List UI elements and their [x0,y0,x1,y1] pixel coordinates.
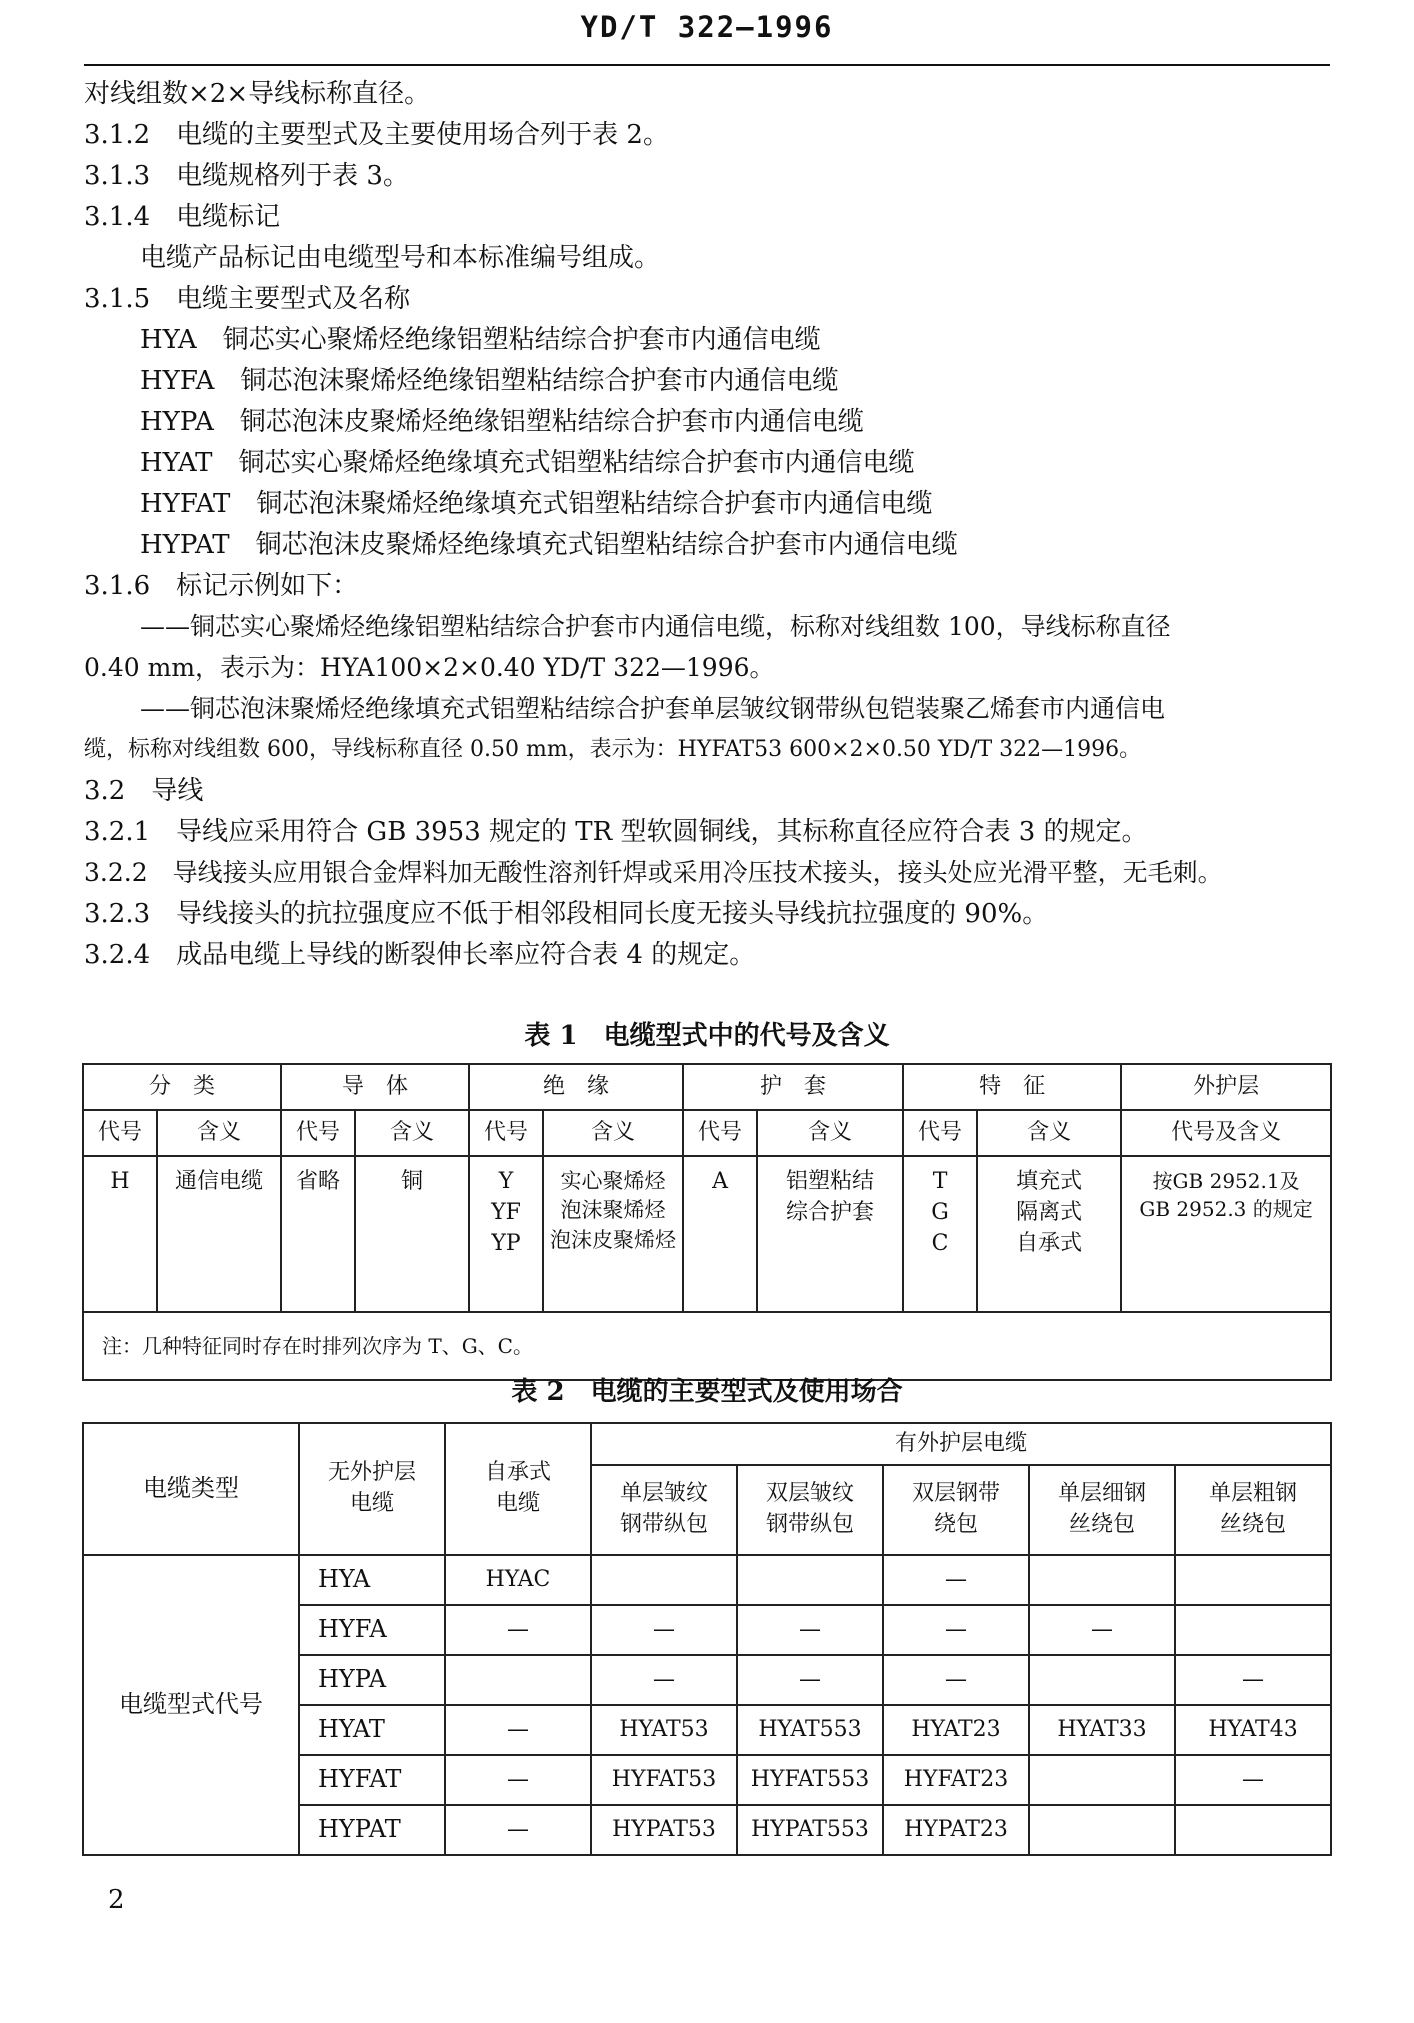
table1-insulation-codes: Y YF YP [469,1156,543,1312]
table1-subheader-meaning: 含义 [977,1110,1121,1156]
table1-code-meanings [82,1063,1332,1381]
table2-cable-types [82,1422,1332,1856]
table-cell: — [883,1555,1029,1605]
table-cell: HYFA [299,1605,445,1655]
table1-subheader-meaning: 含义 [157,1110,281,1156]
clause-3-1-6: 3.1.6 标记示例如下： [84,571,359,601]
table-cell: — [445,1705,591,1755]
page-number: 2 [108,1885,125,1915]
table1-note: 注：几种特征同时存在时排列次序为 T、G、C。 [83,1312,1331,1380]
table-cell: HYAT23 [883,1705,1029,1755]
table-cell: HYAC [445,1555,591,1605]
table1-group-conductor: 导 体 [281,1064,469,1110]
table-cell [1175,1555,1331,1605]
clause-3-1-3: 3.1.3 电缆规格列于表 3。 [84,161,409,191]
table2-header-row-1 [83,1423,1331,1465]
table-cell [1175,1805,1331,1855]
table1-conductor-meaning: 铜 [355,1156,469,1312]
table2-caption: 表 2 电缆的主要型式及使用场合 [511,1377,903,1407]
table1-feature-meanings: 填充式 隔离式 自承式 [977,1156,1121,1312]
table-cell: HYPAT23 [883,1805,1029,1855]
table1-group-insulation: 绝 缘 [469,1064,683,1110]
table-cell: HYFAT53 [591,1755,737,1805]
table2-header-cable-type: 电缆类型 [83,1423,299,1555]
table-cell: — [591,1655,737,1705]
table-cell [1029,1555,1175,1605]
table1-body-row [83,1156,1331,1312]
table-cell: HYAT43 [1175,1705,1331,1755]
table1-class-meaning: 通信电缆 [157,1156,281,1312]
table-cell: HYAT553 [737,1705,883,1755]
table-cell: — [1175,1755,1331,1805]
clause-3-2-1: 3.2.1 导线应采用符合 GB 3953 规定的 TR 型软圆铜线，其标称直径应符合表 3 的规定。 [84,817,1148,847]
table1-subheader-meaning: 含义 [355,1110,469,1156]
clause-3-2: 3.2 导线 [84,776,204,806]
table1-subheader-outer: 代号及含义 [1121,1110,1331,1156]
table-cell: HYAT [299,1705,445,1755]
clause-3-2-3: 3.2.3 导线接头的抗拉强度应不低于相邻段相同长度无接头导线抗拉强度的 90%。 [84,899,1049,929]
document-code-header: YD/T 322—1996 [580,10,834,44]
table1-note-row [83,1312,1331,1380]
table-cell: — [445,1605,591,1655]
table1-subheader-meaning: 含义 [543,1110,683,1156]
table2-header-no-outer: 无外护层 电缆 [299,1423,445,1555]
table2-subheader-double-corrugated: 双层皱纹 钢带纵包 [737,1465,883,1555]
table1-group-outer: 外护层 [1121,1064,1331,1110]
table-cell: HYFAT [299,1755,445,1805]
table-cell: HYFAT553 [737,1755,883,1805]
table1-group-feature: 特 征 [903,1064,1121,1110]
table2-subheader-double-steel-tape: 双层钢带 绕包 [883,1465,1029,1555]
table-cell [1029,1755,1175,1805]
table1-conductor-code: 省略 [281,1156,355,1312]
table-cell: — [1029,1605,1175,1655]
table-cell: — [883,1655,1029,1705]
table-cell: HYPAT [299,1805,445,1855]
table1-subheader-code: 代号 [281,1110,355,1156]
table1-insulation-meanings: 实心聚烯烃 泡沫聚烯烃 泡沫皮聚烯烃 [543,1156,683,1312]
example-1-line-1: ——铜芯实心聚烯烃绝缘铝塑粘结综合护套市内通信电缆，标称对线组数 100，导线标称直径 [140,612,1171,641]
example-2-line-1: ——铜芯泡沫聚烯烃绝缘填充式铝塑粘结综合护套单层皱纹钢带纵包铠装聚乙烯套市内通信电 [140,694,1166,723]
table1-subheader-code: 代号 [683,1110,757,1156]
table2-row-label: 电缆型式代号 [83,1555,299,1855]
example-1-line-2: 0.40 mm，表示为：HYA100×2×0.40 YD/T 322—1996。 [84,653,775,682]
table-cell [1175,1605,1331,1655]
model-line-hyat: HYAT 铜芯实心聚烯烃绝缘填充式铝塑粘结综合护套市内通信电缆 [140,448,915,478]
table1-feature-codes: T G C [903,1156,977,1312]
clause-3-1-4-body: 电缆产品标记由电缆型号和本标准编号组成。 [140,243,661,273]
table-cell [737,1555,883,1605]
model-line-hypa: HYPA 铜芯泡沫皮聚烯烃绝缘铝塑粘结综合护套市内通信电缆 [140,407,864,437]
table1-subheader-code: 代号 [469,1110,543,1156]
table1-group-header-row [83,1064,1331,1110]
clause-3-1-2: 3.1.2 电缆的主要型式及主要使用场合列于表 2。 [84,120,669,150]
table1-subheader-meaning: 含义 [757,1110,903,1156]
table1-sub-header-row [83,1110,1331,1156]
example-2-line-2: 缆，标称对线组数 600，导线标称直径 0.50 mm，表示为：HYFAT53 600×2×0.50 YD/T 322—1996。 [84,737,1142,762]
table-cell: — [445,1755,591,1805]
table2-subheader-single-corrugated: 单层皱纹 钢带纵包 [591,1465,737,1555]
table1-group-classification: 分 类 [83,1064,281,1110]
clause-3-1-4: 3.1.4 电缆标记 [84,202,281,232]
table-cell: HYAT53 [591,1705,737,1755]
table-cell: HYAT33 [1029,1705,1175,1755]
table-cell: — [883,1605,1029,1655]
table1-class-code: H [83,1156,157,1312]
table2-subheader-fine-wire: 单层细钢 丝绕包 [1029,1465,1175,1555]
table-cell [1029,1805,1175,1855]
table-cell: — [737,1605,883,1655]
table-cell: HYPAT53 [591,1805,737,1855]
table2-subheader-coarse-wire: 单层粗钢 丝绕包 [1175,1465,1331,1555]
table-cell [445,1655,591,1705]
table-cell [591,1555,737,1605]
table-cell: HYPA [299,1655,445,1705]
table1-sheath-code: A [683,1156,757,1312]
table1-sheath-meanings: 铝塑粘结 综合护套 [757,1156,903,1312]
clause-3-2-2: 3.2.2 导线接头应用银合金焊料加无酸性溶剂钎焊或采用冷压技术接头，接头处应光滑平整，无毛刺。 [84,858,1223,887]
table-cell: — [591,1605,737,1655]
table2-header-with-outer: 有外护层电缆 [591,1423,1331,1465]
header-rule [84,64,1330,66]
table-cell: — [737,1655,883,1705]
table1-subheader-code: 代号 [903,1110,977,1156]
table-row [83,1555,1331,1605]
table-cell: HYPAT553 [737,1805,883,1855]
table-cell [1029,1655,1175,1705]
model-line-hyfa: HYFA 铜芯泡沫聚烯烃绝缘铝塑粘结综合护套市内通信电缆 [140,366,839,396]
table1-group-sheath: 护 套 [683,1064,903,1110]
model-line-hya: HYA 铜芯实心聚烯烃绝缘铝塑粘结综合护套市内通信电缆 [140,325,821,355]
paragraph-continuation: 对线组数×2×导线标称直径。 [84,79,431,109]
clause-3-1-5: 3.1.5 电缆主要型式及名称 [84,284,411,314]
table1-outer-meaning: 按GB 2952.1及 GB 2952.3 的规定 [1121,1156,1331,1312]
table-cell: HYFAT23 [883,1755,1029,1805]
table2-header-self-supporting: 自承式 电缆 [445,1423,591,1555]
table-cell: — [1175,1655,1331,1705]
model-line-hypat: HYPAT 铜芯泡沫皮聚烯烃绝缘填充式铝塑粘结综合护套市内通信电缆 [140,530,958,560]
clause-3-2-4: 3.2.4 成品电缆上导线的断裂伸长率应符合表 4 的规定。 [84,940,756,970]
table-cell: HYA [299,1555,445,1605]
table-cell: — [445,1805,591,1855]
table1-subheader-code: 代号 [83,1110,157,1156]
model-line-hyfat: HYFAT 铜芯泡沫聚烯烃绝缘填充式铝塑粘结综合护套市内通信电缆 [140,489,933,519]
table1-caption: 表 1 电缆型式中的代号及含义 [524,1021,890,1051]
